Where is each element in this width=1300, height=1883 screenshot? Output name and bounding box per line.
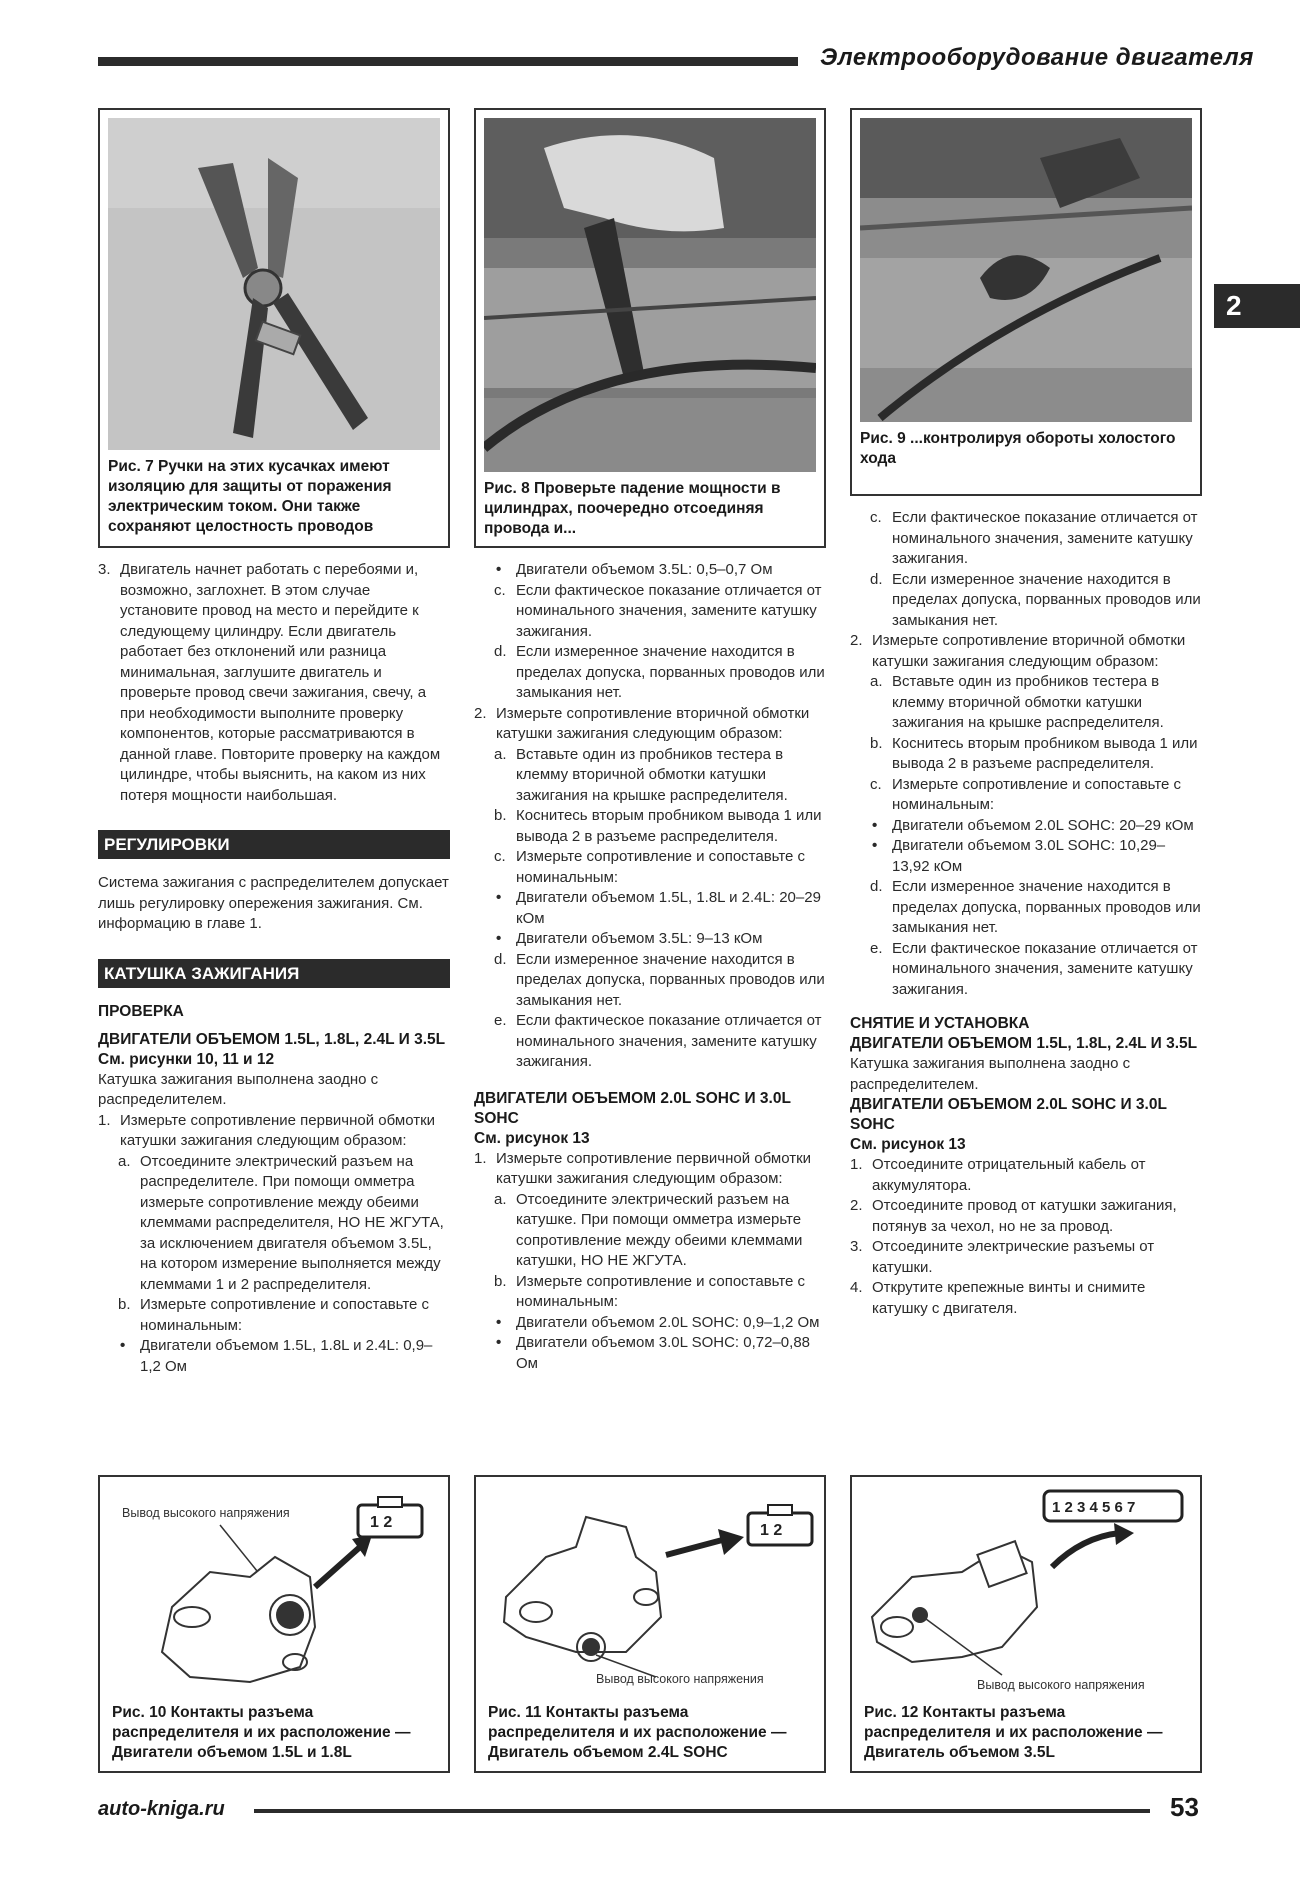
bullet-sec-sohc-30: • Двигатели объемом 3.0L SOHC: 10,29–13,92 кОм <box>872 837 1166 875</box>
col3-step-2e: e. Если фактическое показание отличается от номинального значения, замените катушку зажигания. <box>870 939 1198 998</box>
removal-intro: Катушка зажигания выполнена заодно с распределителем. <box>850 1055 1131 1093</box>
heading-sohc: ДВИГАТЕЛИ ОБЪЕМОМ 2.0L SOHC И 3.0L SOHC <box>474 1089 791 1127</box>
figure-8 <box>474 108 826 548</box>
removal-step-1: 1. Отсоедините отрицательный кабель от аккумулятора. <box>850 1156 1146 1194</box>
bullet-sohc-20: • Двигатели объемом 2.0L SOHC: 0,9–1,2 Ом <box>496 1313 820 1331</box>
column-2 <box>474 560 826 1374</box>
step-2a: a. Вставьте один из пробников тестера в клемму вторичной обмотки катушки зажигания на крышке распределителя. <box>494 745 788 804</box>
figure-7-caption: Рис. 7 Ручки на этих кусачках имеют изоляцию для защиты от поражения электрическим током. Они также сохраняют целостность проводов <box>108 458 392 535</box>
column-1 <box>98 560 450 1377</box>
sohc-step-1a: a. Отсоедините электрический разъем на катушке. При помощи омметра измерьте сопротивление между обеими клеммами катушки, НО НЕ ЖГУТА. <box>494 1190 803 1269</box>
coil-intro: Катушка зажигания выполнена заодно с распределителем. <box>98 1070 379 1108</box>
removal-step-4: 4. Открутите крепежные винты и снимите катушку с двигателя. <box>850 1279 1146 1317</box>
adjustments-text: Система зажигания с распределителем допускает лишь регулировку опережения зажигания. См. информацию в главе 1. <box>98 874 449 932</box>
column-3 <box>850 508 1202 1319</box>
figure-8-caption: Рис. 8 Проверьте падение мощности в цилиндрах, поочередно отсоединяя провода и... <box>484 480 781 537</box>
bullet-sec-sohc-20: • Двигатели объемом 2.0L SOHC: 20–29 кОм <box>872 816 1194 834</box>
step-2c: c. Измерьте сопротивление и сопоставьте с номинальным: <box>494 848 806 886</box>
col3-step-2b: b. Коснитесь вторым пробником вывода 1 или вывода 2 в разъеме распределителя. <box>870 734 1198 772</box>
heading-check: ПРОВЕРКА <box>98 1002 184 1020</box>
figure-12 <box>850 1475 1202 1773</box>
bullet-primary-15: • Двигатели объемом 1.5L, 1.8L и 2.4L: 0,9–1,2 Ом <box>120 1337 433 1375</box>
connector-10-pins: 1 2 <box>370 1514 393 1531</box>
section-ignition-coil: КАТУШКА ЗАЖИГАНИЯ <box>98 959 450 988</box>
removal-see-figure-13: См. рисунок 13 <box>850 1136 966 1153</box>
step-1a: a. Отсоедините электрический разъем на распределителе. При помощи омметра измерьте сопротивление между обеими клеммами распределителя, НО НЕ ЖГУТА, за исключением двигателя объемом 3.5L, на котором измерение выполняется между клеммами 1 и 2 распределителя. <box>118 1152 444 1293</box>
chapter-tab: 2 <box>1214 284 1300 328</box>
step-2e: e. Если фактическое показание отличается от номинального значения, замените катушку зажигания. <box>494 1012 822 1070</box>
sohc-step-1: 1. Измерьте сопротивление первичной обмотки катушки зажигания следующим образом: <box>474 1149 812 1187</box>
step-2d: d. Если измеренное значение находится в пределах допуска, порванных проводов или замыкания нет. <box>494 950 825 1009</box>
step-1b: b. Измерьте сопротивление и сопоставьте с номинальным: <box>118 1296 430 1334</box>
figure-10 <box>98 1475 450 1773</box>
figure-8-photo <box>484 118 816 472</box>
connector-11-pins: 1 2 <box>760 1522 783 1539</box>
header-rule <box>98 57 798 66</box>
see-figures: См. рисунки 10, 11 и 12 <box>98 1050 275 1068</box>
step-1d: d. Если измеренное значение находится в пределах допуска, порванных проводов или замыкания нет. <box>494 643 825 701</box>
sohc-step-1b: b. Измерьте сопротивление и сопоставьте с номинальным: <box>494 1272 806 1310</box>
hv-label-10: Вывод высокого напряжения <box>122 1506 290 1520</box>
removal-step-2: 2. Отсоедините провод от катушки зажигания, потянув за чехол, но не за провод. <box>850 1197 1177 1235</box>
col3-step-2d: d. Если измеренное значение находится в пределах допуска, порванных проводов или замыкания нет. <box>870 878 1201 936</box>
removal-step-3: 3. Отсоедините электрические разъемы от катушки. <box>850 1238 1155 1276</box>
step-1: 1. Измерьте сопротивление первичной обмотки катушки зажигания следующим образом: <box>98 1111 436 1149</box>
hv-label-11: Вывод высокого напряжения <box>596 1672 764 1686</box>
figure-9-photo <box>860 118 1192 422</box>
section-adjustments: РЕГУЛИРОВКИ <box>98 830 450 859</box>
step-1c: c. Если фактическое показание отличается от номинального значения, замените катушку зажигания. <box>494 581 822 640</box>
footer-site[interactable]: auto-kniga.ru <box>98 1798 225 1820</box>
footer-rule <box>254 1809 1150 1813</box>
col3-step-1d: d. Если измеренное значение находится в пределах допуска, порванных проводов или замыкания нет. <box>870 570 1201 629</box>
heading-engines: ДВИГАТЕЛИ ОБЪЕМОМ 1.5L, 1.8L, 2.4L И 3.5L <box>98 1030 446 1048</box>
figure-11-caption: Рис. 11 Контакты разъема распределителя и их расположение — Двигатель объемом 2.4L SOHC <box>488 1704 787 1761</box>
figure-9-caption: Рис. 9 ...контролируя обороты холостого хода <box>860 430 1176 467</box>
heading-removal-sohc: ДВИГАТЕЛИ ОБЪЕМОМ 2.0L SOHC И 3.0L SOHC <box>850 1096 1167 1133</box>
step-3: 3. Двигатель начнет работать с перебоями и, возможно, заглохнет. В этом случае установите провод на место и перейдите к следующему цилиндру. Если двигатель работает без отклонений или разница минимальная, заглушите двигатель и проверьте провод свечи зажигания, свечу, а при необходимости выполните проверку компонентов, которые рассматриваются в данной главе. Повторите проверку на каждом цилиндре, чтобы выяснить, на каком из них потеря мощности наибольшая. <box>98 561 441 804</box>
step-2: 2. Измерьте сопротивление вторичной обмотки катушки зажигания следующим образом: <box>474 704 810 742</box>
figure-9 <box>850 108 1202 496</box>
bullet-secondary-35: • Двигатели объемом 3.5L: 9–13 кОм <box>496 930 763 947</box>
hv-label-12: Вывод высокого напряжения <box>977 1678 1145 1692</box>
engine-hand-illustration <box>484 118 816 472</box>
connector-12-pins: 1 2 3 4 5 6 7 <box>1052 1499 1136 1516</box>
pliers-illustration <box>108 118 440 450</box>
bullet-secondary-15: • Двигатели объемом 1.5L, 1.8L и 2.4L: 20–29 кОм <box>496 889 821 927</box>
col3-step-2: 2. Измерьте сопротивление вторичной обмотки катушки зажигания следующим образом: <box>850 632 1186 670</box>
heading-removal: СНЯТИЕ И УСТАНОВКА <box>850 1015 1030 1032</box>
col3-step-2a: a. Вставьте один из пробников тестера в клемму вторичной обмотки катушки зажигания на крышке распределителя. <box>870 673 1164 731</box>
figure-11 <box>474 1475 826 1773</box>
page-number: 53 <box>1170 1792 1199 1822</box>
step-2b: b. Коснитесь вторым пробником вывода 1 или вывода 2 в разъеме распределителя. <box>494 807 822 845</box>
see-figure-13: См. рисунок 13 <box>474 1129 590 1147</box>
col3-step-1c: c. Если фактическое показание отличается от номинального значения, замените катушку зажигания. <box>870 509 1198 567</box>
figure-7 <box>98 108 450 548</box>
page-header-title: Электрооборудование двигателя <box>820 44 1254 71</box>
bullet-sohc-30: • Двигатели объемом 3.0L SOHC: 0,72–0,88 Ом <box>496 1334 811 1372</box>
figure-12-caption: Рис. 12 Контакты разъема распределителя и их расположение — Двигатель объемом 3.5L <box>864 1704 1163 1761</box>
bullet-primary-35: • Двигатели объемом 3.5L: 0,5–0,7 Ом <box>496 561 773 578</box>
heading-removal-engines: ДВИГАТЕЛИ ОБЪЕМОМ 1.5L, 1.8L, 2.4L И 3.5L <box>850 1035 1198 1052</box>
figure-7-photo <box>108 118 440 450</box>
col3-step-2c: c. Измерьте сопротивление и сопоставьте с номинальным: <box>870 775 1182 813</box>
figure-10-caption: Рис. 10 Контакты разъема распределителя и их расположение — Двигатели объемом 1.5L и 1.8L <box>112 1704 411 1761</box>
engine-idle-illustration <box>860 118 1192 422</box>
